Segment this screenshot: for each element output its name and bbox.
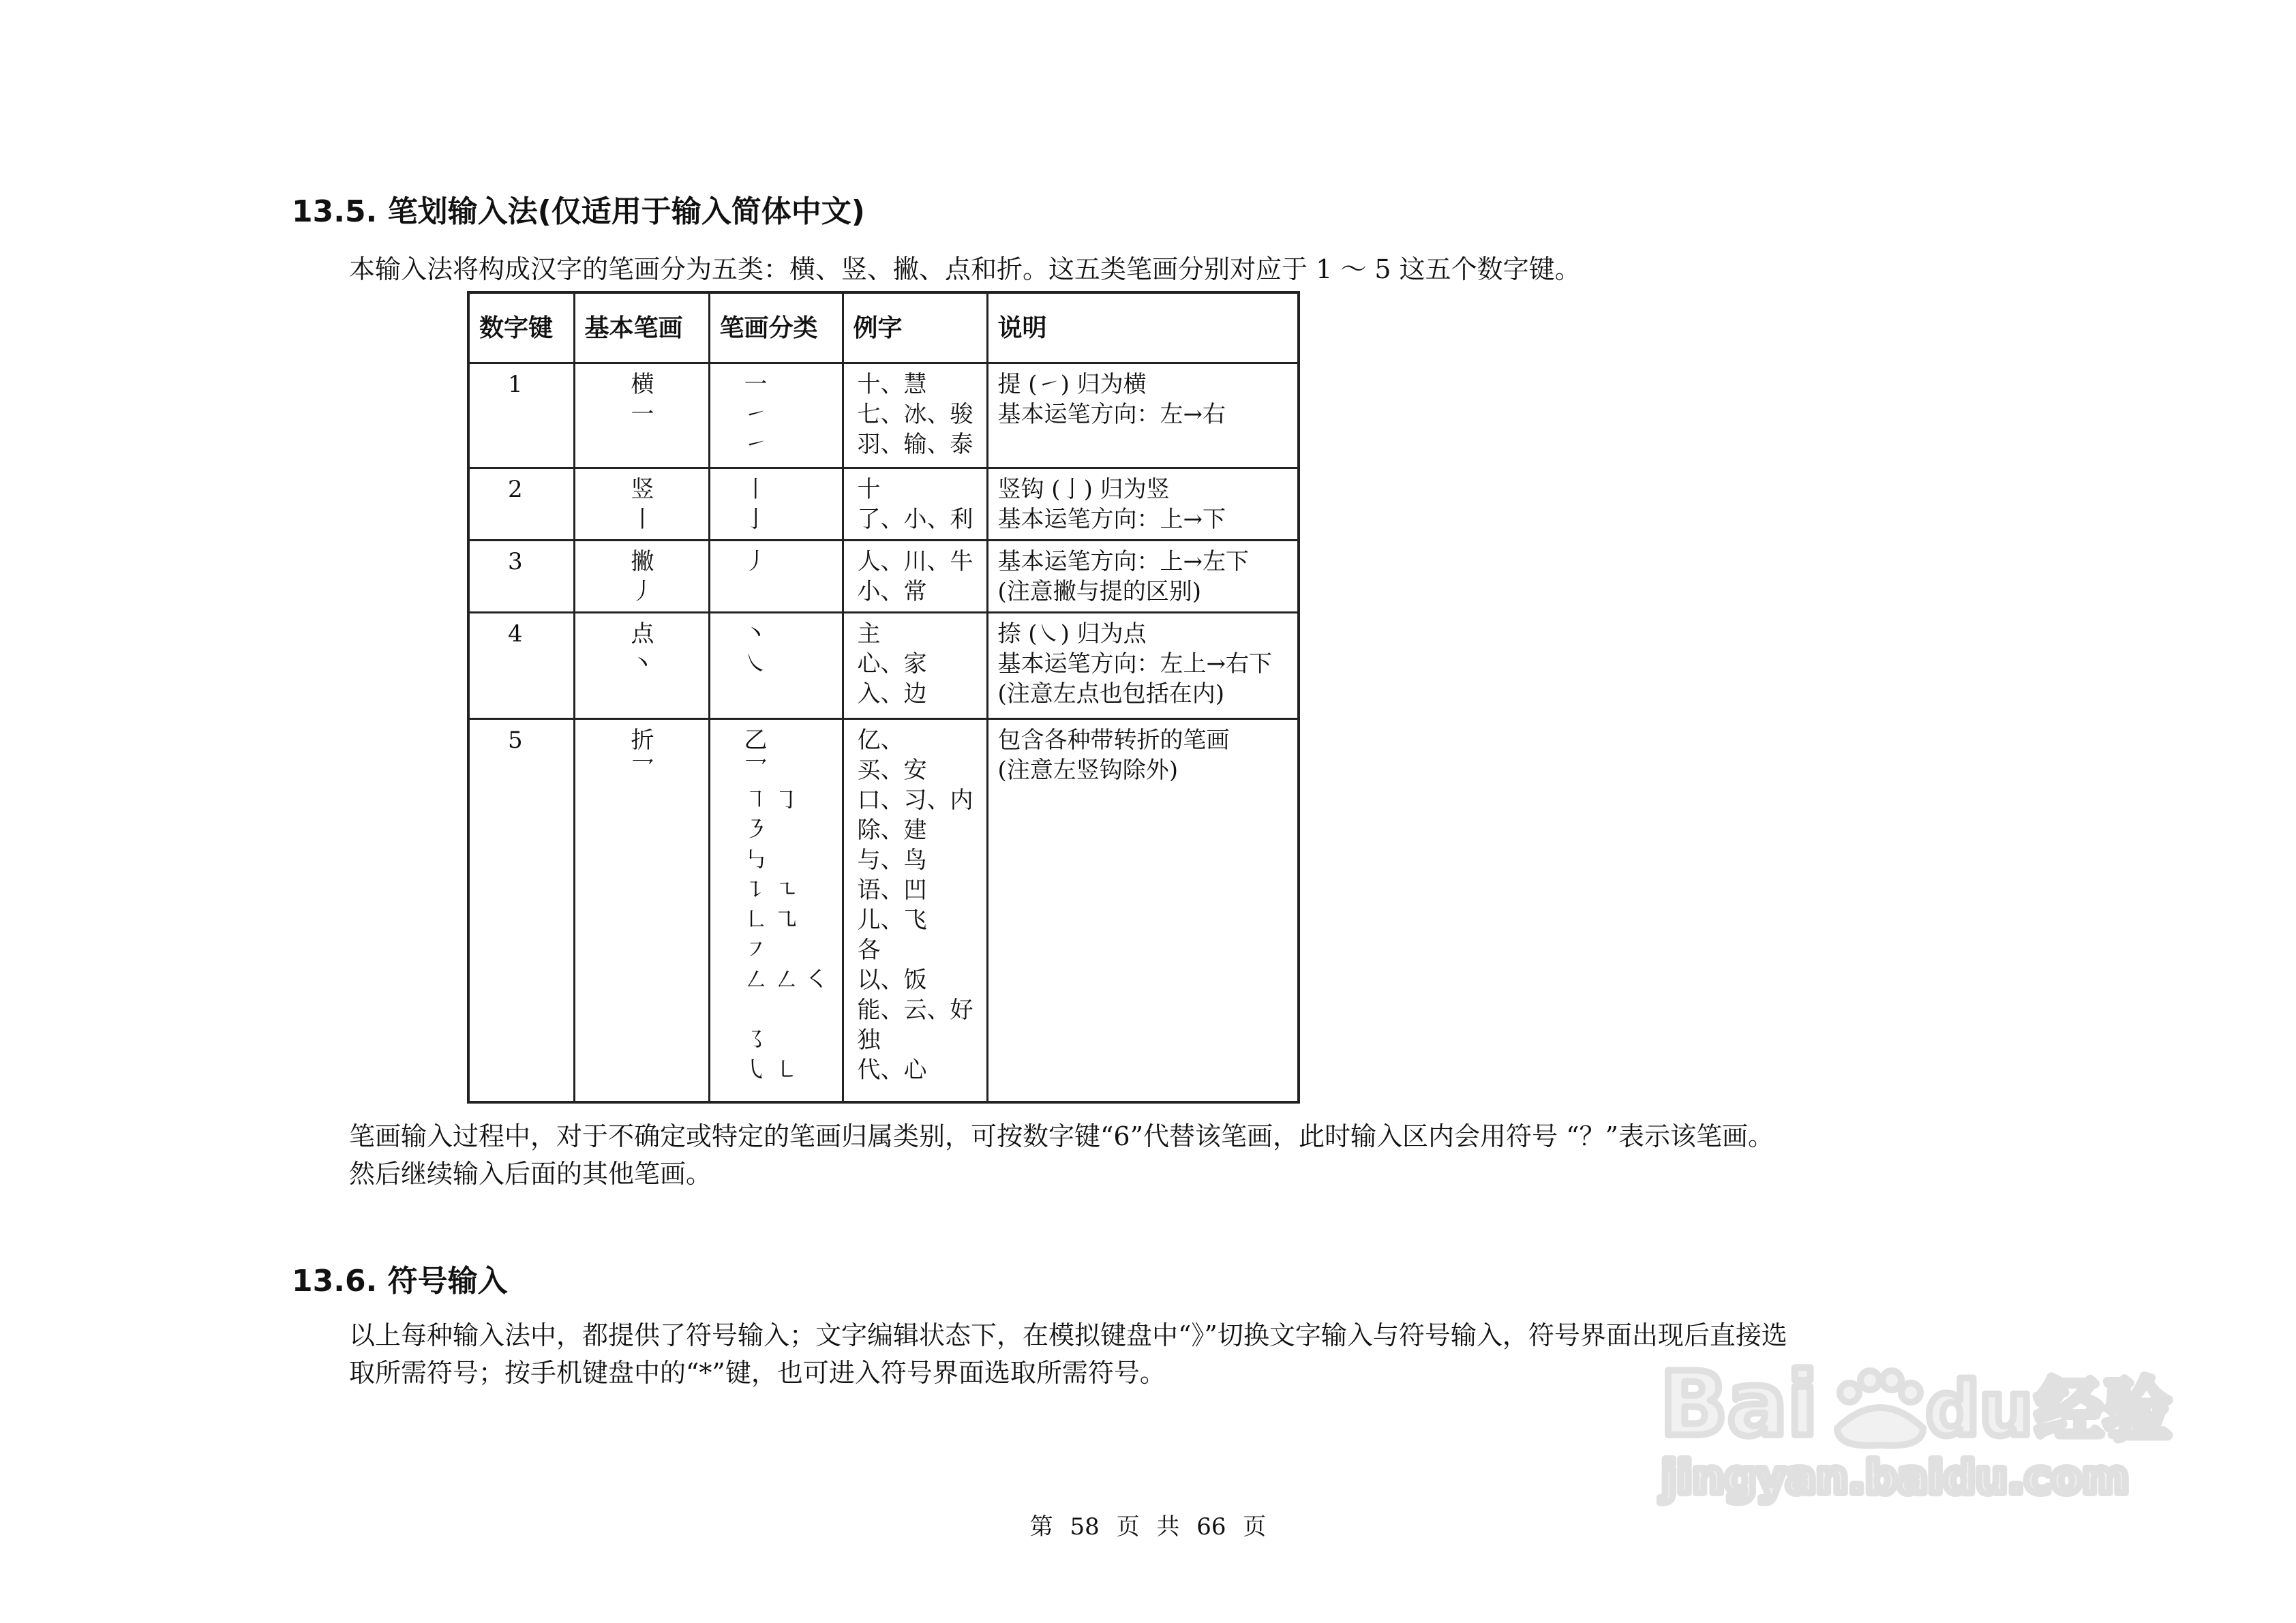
table-row	[468, 363, 1299, 468]
cell-notes: 竖钩 (亅) 归为竖 基本运笔方向：上→下	[987, 468, 1299, 541]
cell-classes: 乙 乛 ㇕ ㇆ ㇋ ㇉ ㇊ ㇍ ㇗ ㇈ ㇇ ㇜ ㇜ ㇛ ㇌ ㇂ ㇄	[709, 719, 843, 1102]
table-row	[468, 613, 1299, 719]
cell-key: 3	[468, 541, 574, 613]
intro-paragraph: 本输入法将构成汉字的笔画分为五类：横、竖、撇、点和折。这五类笔画分别对应于 1 ～ 5 这五个数字键。	[349, 254, 1581, 284]
baidu-paw-icon	[1837, 1371, 1923, 1446]
cell-notes: 基本运笔方向：上→左下 (注意撇与提的区别)	[987, 541, 1299, 613]
header-basic-stroke: 基本笔画	[574, 292, 709, 363]
cell-examples: 主 心、家 入、边	[843, 613, 987, 719]
cell-classes: 丨 亅	[709, 468, 843, 541]
cell-classes: 丿	[709, 541, 843, 613]
page-footer: 第 58 页 共 66 页	[1029, 1513, 1267, 1541]
cell-basic: 点 丶	[574, 613, 709, 719]
cell-key: 5	[468, 719, 574, 1102]
cell-key: 2	[468, 468, 574, 541]
svg-text:Bai: Bai	[1660, 1353, 1818, 1456]
section-heading-symbol: 13.6. 符号输入	[292, 1264, 508, 1299]
table-row	[468, 719, 1299, 1102]
cell-examples: 亿、 买、安 口、习、内 除、建 与、鸟 语、凹 儿、飞 各 以、饭 能、云、好 独 代、心	[843, 719, 987, 1102]
cell-examples: 人、川、牛 小、常	[843, 541, 987, 613]
cell-notes: 包含各种带转折的笔画 (注意左竖钩除外)	[987, 719, 1299, 1102]
svg-text:jingyan.baidu.com: jingyan.baidu.com	[1661, 1451, 2130, 1504]
symbol-paragraph-line-2: 取所需符号；按手机键盘中的“*”键，也可进入符号界面选取所需符号。	[349, 1358, 1166, 1388]
cell-notes: 提 (㇀) 归为横 基本运笔方向：左→右	[987, 363, 1299, 468]
cell-basic: 折 乛	[574, 719, 709, 1102]
baidu-watermark-logo	[1653, 1353, 2192, 1510]
stroke-note-line-2: 然后继续输入后面的其他笔画。	[349, 1159, 712, 1189]
cell-classes: 丶 ㇏	[709, 613, 843, 719]
header-stroke-class: 笔画分类	[709, 292, 843, 363]
cell-basic: 撇 丿	[574, 541, 709, 613]
table-row	[468, 541, 1299, 613]
cell-examples: 十、慧 七、冰、骏 羽、输、泰	[843, 363, 987, 468]
cell-key: 4	[468, 613, 574, 719]
table-header-row	[468, 292, 1299, 363]
cell-notes: 捺 (㇏) 归为点 基本运笔方向：左上→右下 (注意左点也包括在内)	[987, 613, 1299, 719]
baidu-jingyan-watermark	[1653, 1353, 2192, 1510]
header-key: 数字键	[468, 292, 574, 363]
stroke-table	[467, 291, 1300, 1104]
cell-classes: 一 ㇀ ㇀	[709, 363, 843, 468]
header-notes: 说明	[987, 292, 1299, 363]
table-row	[468, 468, 1299, 541]
cell-key: 1	[468, 363, 574, 468]
cell-examples: 十 了、小、利	[843, 468, 987, 541]
header-examples: 例字	[843, 292, 987, 363]
svg-text:经验: 经验	[2035, 1370, 2171, 1450]
stroke-note-line-1: 笔画输入过程中，对于不确定或特定的笔画归属类别，可按数字键“6”代替该笔画，此时输入区内会用符号 “？”表示该笔画。	[349, 1121, 1774, 1151]
cell-basic: 横 一	[574, 363, 709, 468]
svg-text:du: du	[1926, 1365, 2034, 1453]
section-heading-stroke: 13.5. 笔划输入法(仅适用于输入简体中文)	[292, 194, 865, 229]
symbol-paragraph-line-1: 以上每种输入法中，都提供了符号输入；文字编辑状态下，在模拟键盘中“》”切换文字输入与符号输入，符号界面出现后直接选	[349, 1320, 1787, 1350]
cell-basic: 竖 丨	[574, 468, 709, 541]
